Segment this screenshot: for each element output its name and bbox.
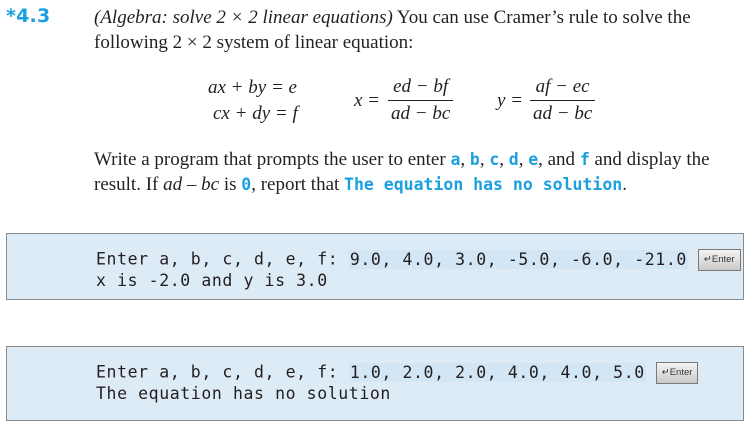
y-numerator: af − ec <box>535 76 590 97</box>
y-lhs: y = <box>497 90 524 111</box>
sep: , <box>518 149 529 170</box>
user-input: 9.0, 4.0, 3.0, -5.0, -6.0, -21.0 <box>349 249 687 269</box>
x-lhs: x = <box>354 90 381 111</box>
sep: , <box>499 149 509 170</box>
var-f: f <box>579 150 590 169</box>
sample-run-1 <box>6 233 744 300</box>
y-denominator: ad − bc <box>533 103 593 124</box>
sep: , <box>460 149 470 170</box>
intro-text: You can use Cramer’s rule to solve the following 2 × 2 system of linear equation: <box>94 7 691 53</box>
task-text-5: . <box>622 174 627 195</box>
sample-run-2 <box>6 346 744 421</box>
no-solution-literal: The equation has no solution <box>344 175 623 194</box>
output-line: The equation has no solution <box>96 384 391 403</box>
y-fraction <box>530 76 595 125</box>
var-c: c <box>489 150 500 169</box>
exercise-title: (Algebra: solve 2 × 2 linear equations) <box>94 7 393 28</box>
prompt-line <box>96 362 698 384</box>
sep: , and <box>538 149 580 170</box>
task-text-1: Write a program that prompts the user to enter <box>94 149 451 170</box>
equation-1: ax + by = e <box>208 77 297 98</box>
enter-key-icon: ↵Enter <box>656 362 699 384</box>
prompt-line <box>96 249 741 271</box>
sep: , <box>479 149 490 170</box>
task-text-3: is <box>219 174 242 195</box>
task-text-4: , report that <box>251 174 345 195</box>
x-denominator: ad − bc <box>391 103 451 124</box>
equation-2: cx + dy = f <box>213 103 298 124</box>
prompt-text: Enter a, b, c, d, e, f: <box>96 362 349 382</box>
x-fraction <box>388 76 453 125</box>
var-d: d <box>508 150 519 169</box>
var-b: b <box>469 150 480 169</box>
x-numerator: ed − bf <box>393 76 449 97</box>
exercise-intro <box>94 5 744 55</box>
condition-expr: ad – bc <box>163 174 220 195</box>
var-e: e <box>528 150 539 169</box>
task-text-2: and display the result. If <box>94 149 710 195</box>
task-description <box>94 147 744 197</box>
enter-key-icon: ↵Enter <box>698 249 741 271</box>
prompt-text: Enter a, b, c, d, e, f: <box>96 249 349 269</box>
output-line: x is -2.0 and y is 3.0 <box>96 271 328 290</box>
exercise-number: *4.3 <box>6 5 51 27</box>
zero-literal: 0 <box>241 175 252 194</box>
var-a: a <box>450 150 461 169</box>
user-input: 1.0, 2.0, 2.0, 4.0, 4.0, 5.0 <box>349 362 645 382</box>
